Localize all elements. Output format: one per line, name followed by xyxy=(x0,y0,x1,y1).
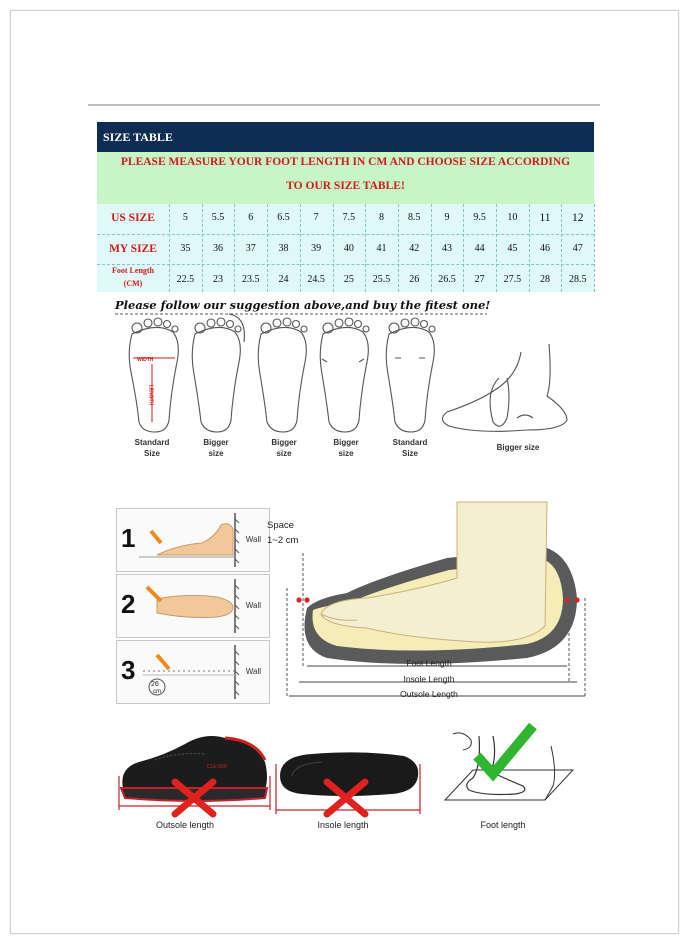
size-cell: 7 xyxy=(313,212,319,223)
size-cell: 35 xyxy=(180,243,191,254)
size-cell: 28.5 xyxy=(568,274,587,285)
row-label-unit: (CM) xyxy=(123,279,143,288)
size-cell: 10 xyxy=(507,212,518,223)
size-cell: 6.5 xyxy=(277,212,290,223)
size-cell: 26.5 xyxy=(438,274,456,285)
size-cell: 43 xyxy=(441,243,452,254)
foot-guide xyxy=(97,292,594,462)
wall-label: Wall xyxy=(245,667,261,676)
wrong-cross-icon-2 xyxy=(321,776,371,820)
foot-outline-4 xyxy=(320,318,369,432)
size-cell: 38 xyxy=(278,243,289,254)
size-cell: 25 xyxy=(343,274,354,285)
row-label: MY SIZE xyxy=(109,243,157,255)
size-cell: 37 xyxy=(245,243,256,254)
wrong-cross-icon xyxy=(169,776,219,820)
step-number: 2 xyxy=(121,589,136,619)
top-divider xyxy=(88,104,600,106)
shoe-brand: CLEVER xyxy=(207,764,228,770)
size-cell: 40 xyxy=(343,243,354,254)
row-my-size xyxy=(97,234,594,264)
space-label: Space xyxy=(267,520,294,531)
size-cell: 5.5 xyxy=(211,212,225,223)
size-cell: 39 xyxy=(311,243,322,254)
size-cell: 41 xyxy=(376,243,387,254)
foot-measure-image xyxy=(433,716,583,816)
size-cell: 6 xyxy=(248,212,254,223)
size-cell: 36 xyxy=(213,243,224,254)
size-cell: 5 xyxy=(182,212,188,223)
size-cell: 7.5 xyxy=(342,212,356,223)
size-cell: 9 xyxy=(444,212,450,223)
notice-line-2: TO OUR SIZE TABLE! xyxy=(286,180,405,192)
foot-label-2: Bigger size xyxy=(203,438,229,458)
size-table-header xyxy=(97,122,594,152)
size-cell: 46 xyxy=(540,243,551,254)
measuring-guide xyxy=(97,480,594,845)
foot-outline-2 xyxy=(192,314,244,432)
ruler-unit: cm xyxy=(153,689,161,695)
size-cell: 26 xyxy=(409,274,420,285)
foot-label-1: Standard Size xyxy=(134,438,170,458)
size-cell: 12 xyxy=(571,212,584,224)
size-cell: 28 xyxy=(540,274,551,285)
row-foot-length xyxy=(97,264,594,294)
measure-notice xyxy=(97,152,594,204)
foot-label-4: Bigger size xyxy=(333,438,359,458)
foot-label-5: Standard Size xyxy=(392,438,428,458)
foot-label-6: Bigger size xyxy=(496,443,540,452)
step-3 xyxy=(116,640,270,704)
size-cell: 24.5 xyxy=(307,274,325,285)
wall-label: Wall xyxy=(245,601,261,610)
size-cell: 44 xyxy=(474,243,485,254)
size-cell: 25.5 xyxy=(372,274,391,285)
size-cell: 9.5 xyxy=(473,212,486,223)
size-cell: 11 xyxy=(539,212,551,224)
space-value: 1~2 cm xyxy=(267,535,299,546)
bottom-label-foot: Foot length xyxy=(480,820,526,830)
ruler-value: 26 xyxy=(151,681,159,688)
step-2 xyxy=(116,574,270,638)
advice-text: Please follow our suggestion above,and buy the fitest one! xyxy=(115,298,491,312)
step-number: 3 xyxy=(121,655,136,685)
insole-length-label: Insole Length xyxy=(403,674,455,684)
step-number: 1 xyxy=(121,523,136,553)
size-cell: 24 xyxy=(278,274,289,285)
size-cell: 22.5 xyxy=(176,274,195,285)
size-cell: 45 xyxy=(507,243,518,254)
row-label: US SIZE xyxy=(111,212,155,224)
step-1 xyxy=(116,508,270,572)
bottom-label-outsole: Outsole length xyxy=(155,820,215,830)
shoe-cross-section xyxy=(287,498,587,698)
foot-outline-5 xyxy=(386,318,435,432)
foot-label-3: Bigger size xyxy=(271,438,297,458)
size-cell: 27.5 xyxy=(503,274,522,285)
size-table-title: SIZE TABLE xyxy=(103,130,173,144)
foot-outline-1 xyxy=(129,318,178,432)
foot-outline-3 xyxy=(258,318,307,432)
size-table xyxy=(97,122,594,462)
grid-divider xyxy=(594,204,595,292)
size-cell: 8.5 xyxy=(407,212,421,223)
size-cell: 27 xyxy=(474,274,485,285)
notice-line-1: PLEASE MEASURE YOUR FOOT LENGTH IN CM AND CHOOSE SIZE ACCORDING xyxy=(120,156,571,168)
size-cell: 23.5 xyxy=(241,274,260,285)
wall-label: Wall xyxy=(245,535,261,544)
foot-length-label: Foot Length xyxy=(406,658,452,668)
foot-outline-side xyxy=(442,344,567,431)
size-cell: 23 xyxy=(213,274,224,285)
length-label: LENGTH xyxy=(147,384,154,406)
row-us-size xyxy=(97,204,594,234)
outsole-length-label: Outsole Length xyxy=(400,689,458,699)
size-cell: 47 xyxy=(572,243,583,254)
size-cell: 42 xyxy=(409,243,420,254)
row-label: Foot Length xyxy=(112,266,154,275)
bottom-label-insole: Insole length xyxy=(317,820,369,830)
width-label: WIDTH xyxy=(137,357,154,363)
size-cell: 8 xyxy=(379,212,385,223)
